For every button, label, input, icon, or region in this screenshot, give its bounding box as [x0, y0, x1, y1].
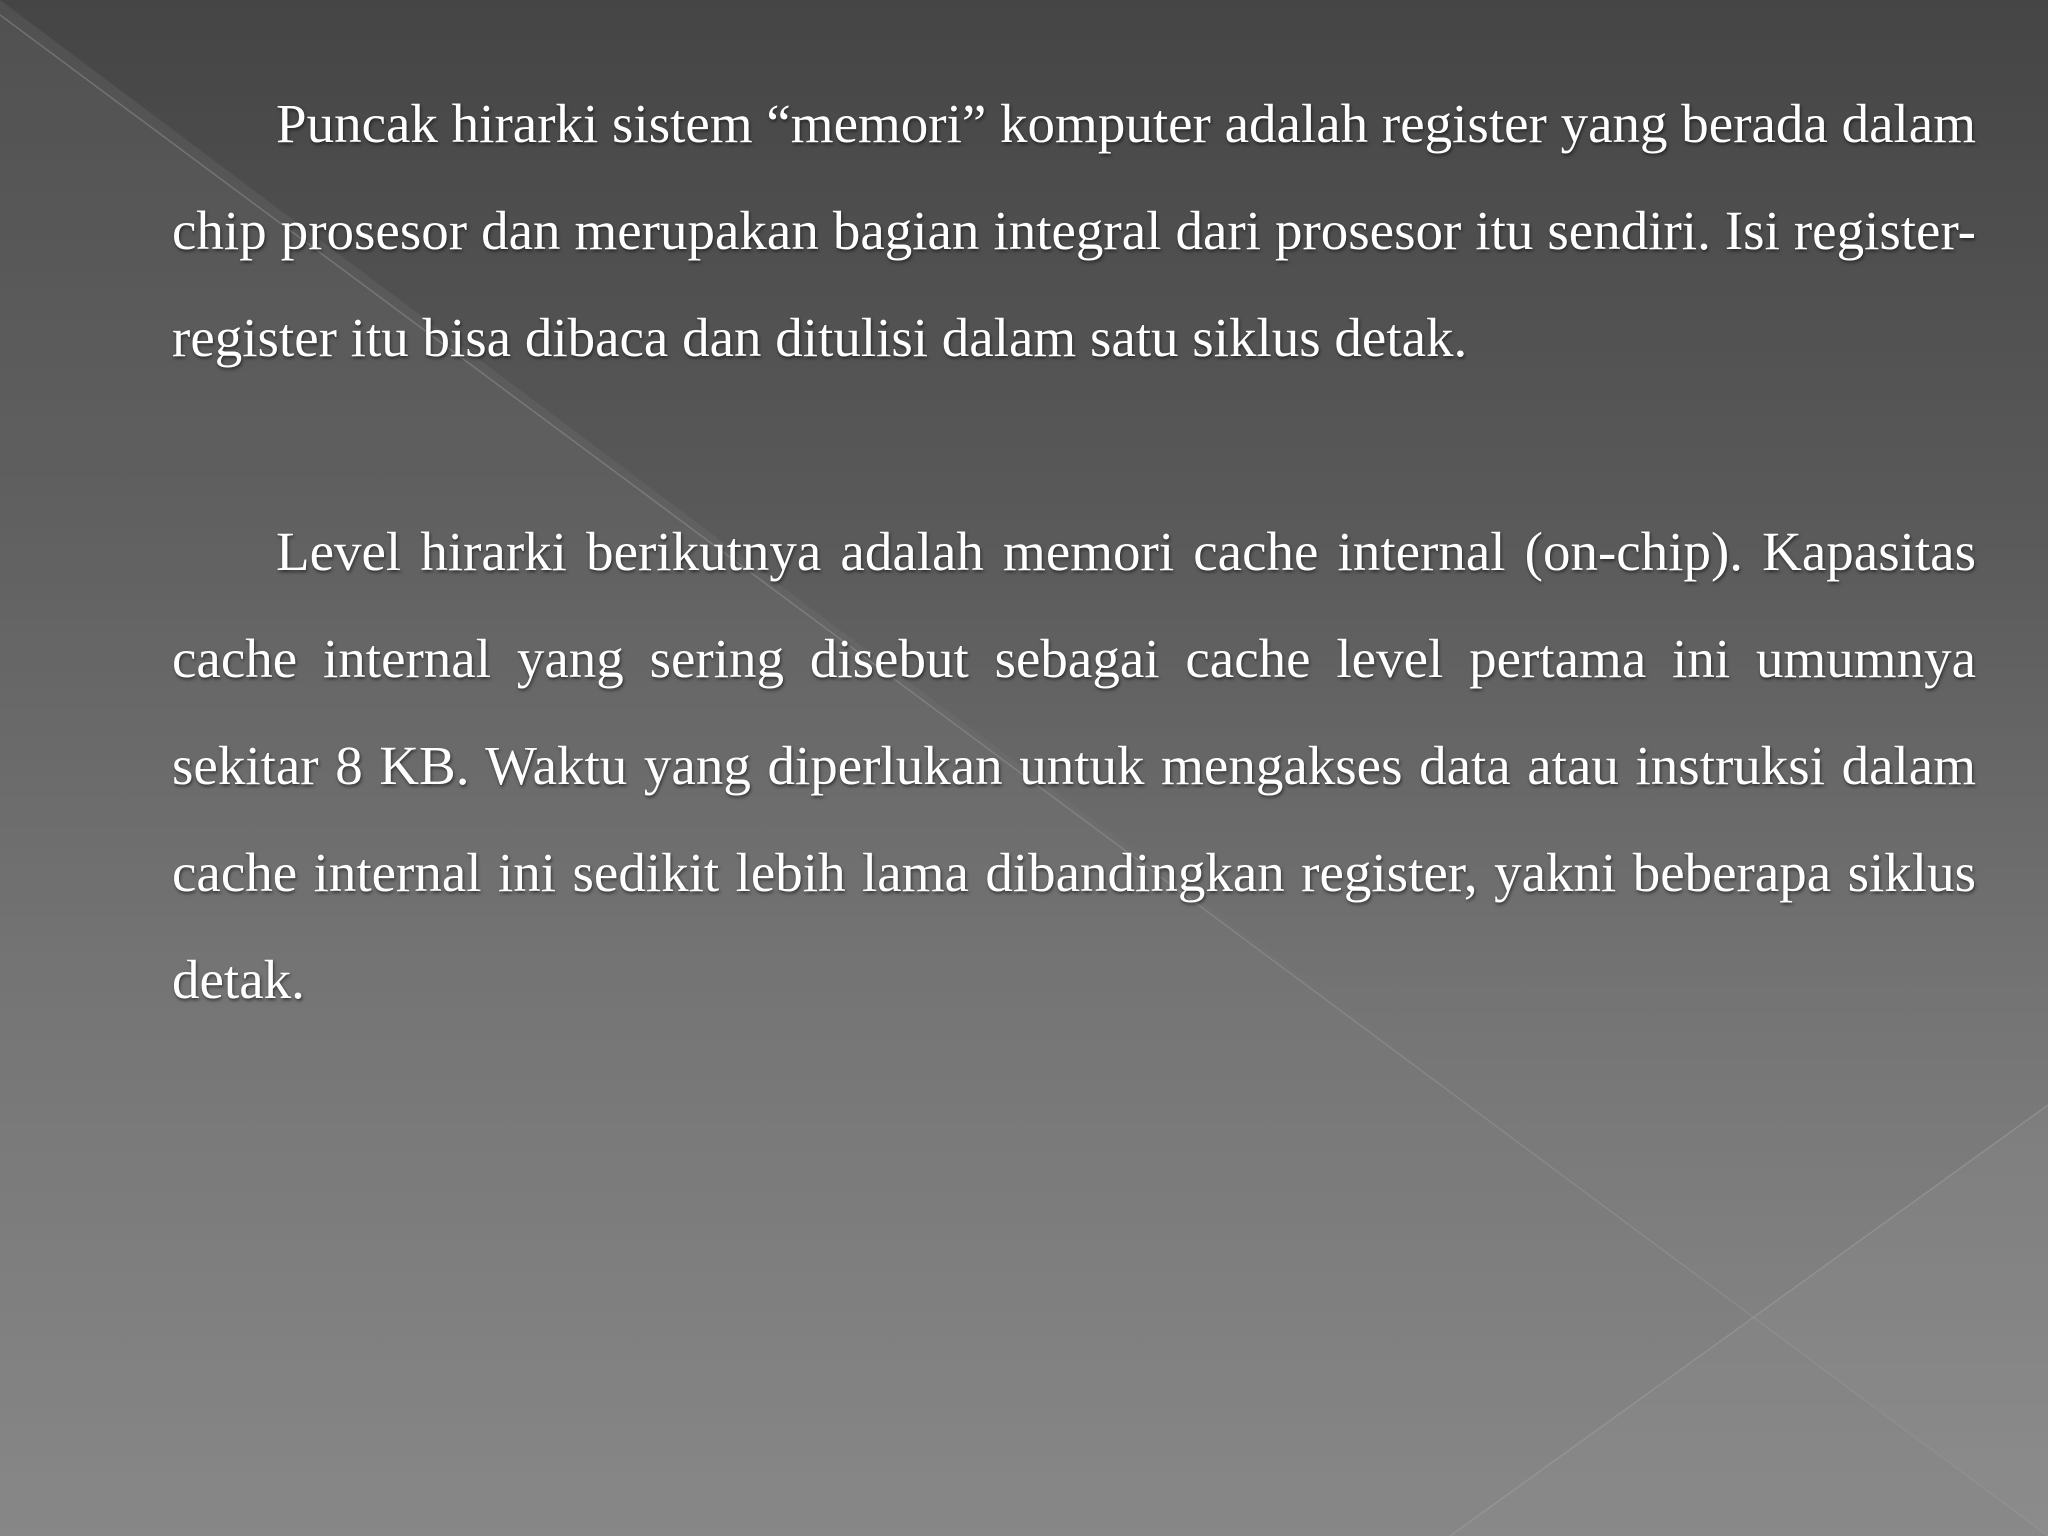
paragraph-cache: Level hirarki berikutnya adalah memori cache internal (on-chip). Kapasitas cache internal yang sering disebut sebagai cache level pertama ini umumnya sekitar 8 KB. Waktu yang diperlukan untuk mengakses data atau instruksi dalam cache internal ini sedikit lebih lama dibandingkan register, yakni beberapa siklus detak. [172, 521, 1976, 1010]
paragraph-register: Puncak hirarki sistem “memori” komputer adalah register yang berada dalam chip prosesor dan merupakan bagian integral dari prosesor itu sendiri. Isi register-register itu bisa dibaca dan ditulisi dalam satu siklus detak. [172, 93, 1976, 368]
slide-body [172, 70, 1976, 1033]
